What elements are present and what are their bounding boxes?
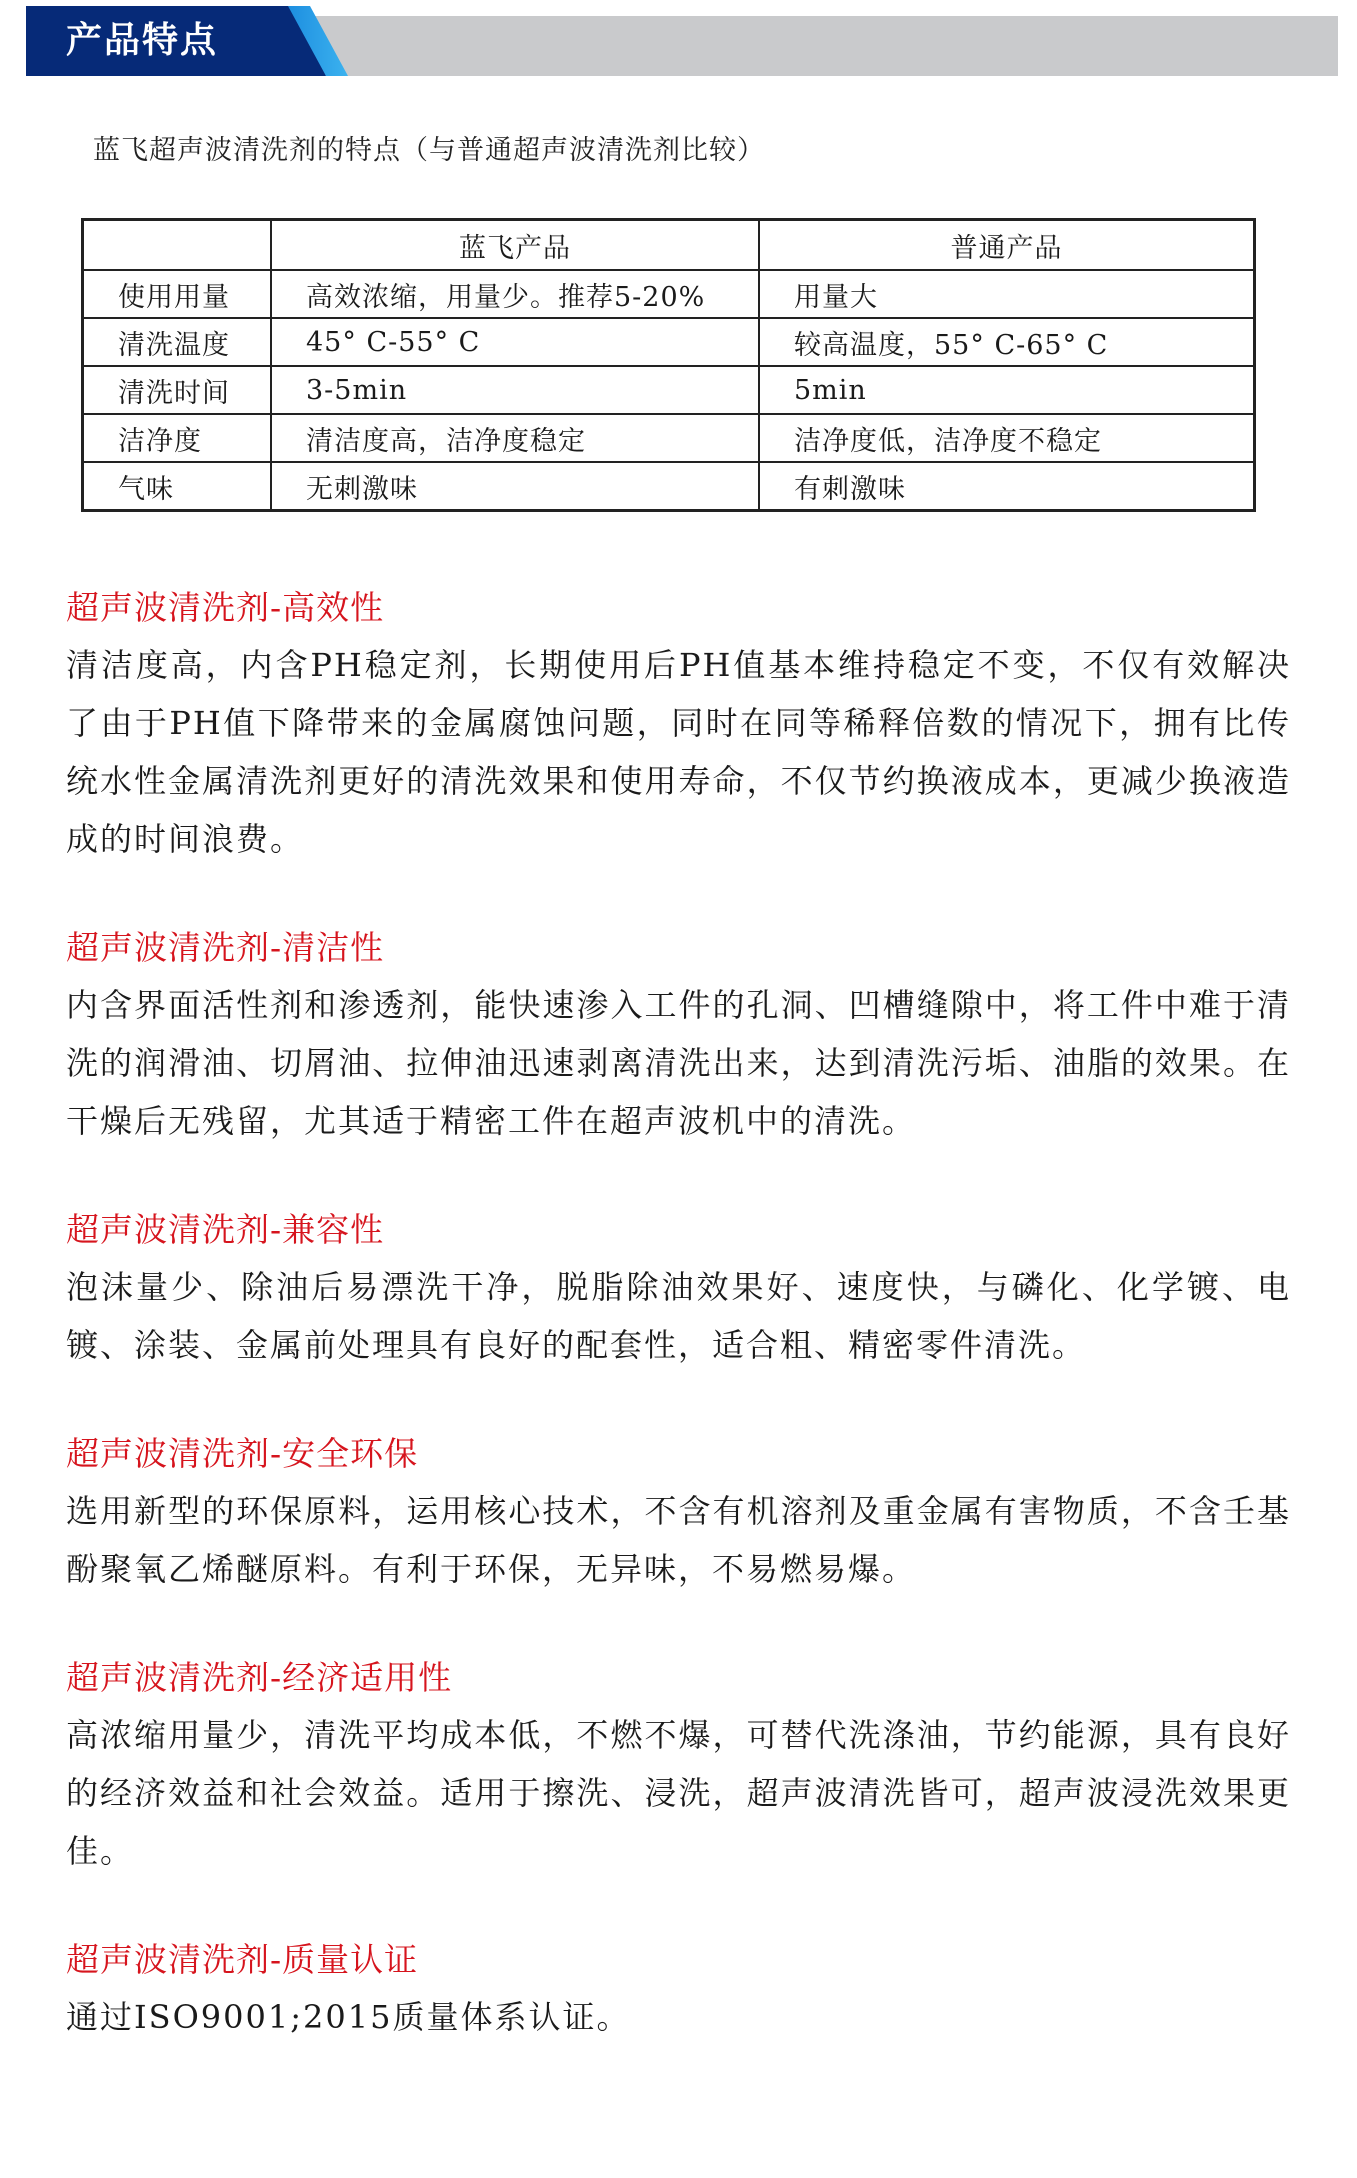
table-cell: 清洗温度 (83, 318, 272, 366)
feature-heading: 超声波清洗剂-兼容性 (66, 1210, 385, 1249)
intro-text: 蓝飞超声波清洗剂的特点（与普通超声波清洗剂比较） (93, 135, 765, 166)
table-row (83, 414, 1255, 462)
feature-section (66, 586, 1291, 868)
table-row (83, 366, 1255, 414)
table-cell: 无刺激味 (271, 462, 759, 511)
header-band (26, 6, 1338, 76)
feature-body: 清洁度高，内含PH稳定剂，长期使用后PH值基本维持稳定不变，不仅有效解决了由于PH值下降带来的金属腐蚀问题，同时在同等稀释倍数的情况下，拥有比传统水性金属清洗剂更好的清洗效果和使用寿命，不仅节约换液成本，更减少换液造成的时间浪费。 (66, 646, 1291, 858)
table-row (83, 462, 1255, 511)
table-header-cell (83, 220, 272, 271)
table-cell: 3-5min (271, 366, 759, 414)
table-cell: 较高温度，55° C-65° C (759, 318, 1255, 366)
page-title: 产品特点 (66, 20, 219, 61)
table-cell: 气味 (83, 462, 272, 511)
feature-sections (66, 586, 1291, 2104)
table-row (83, 318, 1255, 366)
table-header-cell: 蓝飞产品 (271, 220, 759, 271)
feature-body: 泡沫量少、除油后易漂洗干净，脱脂除油效果好、速度快，与磷化、化学镀、电镀、涂装、金属前处理具有良好的配套性，适合粗、精密零件清洗。 (66, 1268, 1291, 1364)
table-cell: 洁净度 (83, 414, 272, 462)
table-cell: 清洗时间 (83, 366, 272, 414)
feature-heading: 超声波清洗剂-清洁性 (66, 928, 385, 967)
feature-heading: 超声波清洗剂-质量认证 (66, 1940, 419, 1979)
table-cell: 清洁度高，洁净度稳定 (271, 414, 759, 462)
table-cell: 使用用量 (83, 270, 272, 318)
feature-section (66, 1208, 1291, 1374)
table-header-cell: 普通产品 (759, 220, 1255, 271)
feature-heading: 超声波清洗剂-安全环保 (66, 1434, 419, 1473)
feature-body: 选用新型的环保原料，运用核心技术，不含有机溶剂及重金属有害物质，不含壬基酚聚氧乙烯醚原料。有利于环保，无异味，不易燃易爆。 (66, 1492, 1291, 1588)
feature-body: 通过ISO9001;2015质量体系认证。 (66, 1998, 631, 2036)
table-cell: 45° C-55° C (271, 318, 759, 366)
table-cell: 用量大 (759, 270, 1255, 318)
table-cell: 有刺激味 (759, 462, 1255, 511)
feature-heading: 超声波清洗剂-高效性 (66, 588, 385, 627)
comparison-table (81, 218, 1256, 512)
feature-section (66, 1938, 1291, 2046)
feature-section (66, 926, 1291, 1150)
table-cell: 5min (759, 366, 1255, 414)
feature-heading: 超声波清洗剂-经济适用性 (66, 1658, 453, 1697)
feature-section (66, 1432, 1291, 1598)
table-cell: 洁净度低，洁净度不稳定 (759, 414, 1255, 462)
table-cell: 高效浓缩，用量少。推荐5-20% (271, 270, 759, 318)
table-row (83, 270, 1255, 318)
feature-body: 内含界面活性剂和渗透剂，能快速渗入工件的孔洞、凹槽缝隙中，将工件中难于清洗的润滑油、切屑油、拉伸油迅速剥离清洗出来，达到清洗污垢、油脂的效果。在干燥后无残留，尤其适于精密工件在超声波机中的清洗。 (66, 986, 1291, 1140)
feature-section (66, 1656, 1291, 1880)
feature-body: 高浓缩用量少，清洗平均成本低，不燃不爆，可替代洗涤油，节约能源，具有良好的经济效益和社会效益。适用于擦洗、浸洗，超声波清洗皆可，超声波浸洗效果更佳。 (66, 1716, 1291, 1870)
table-header-row (83, 220, 1255, 271)
